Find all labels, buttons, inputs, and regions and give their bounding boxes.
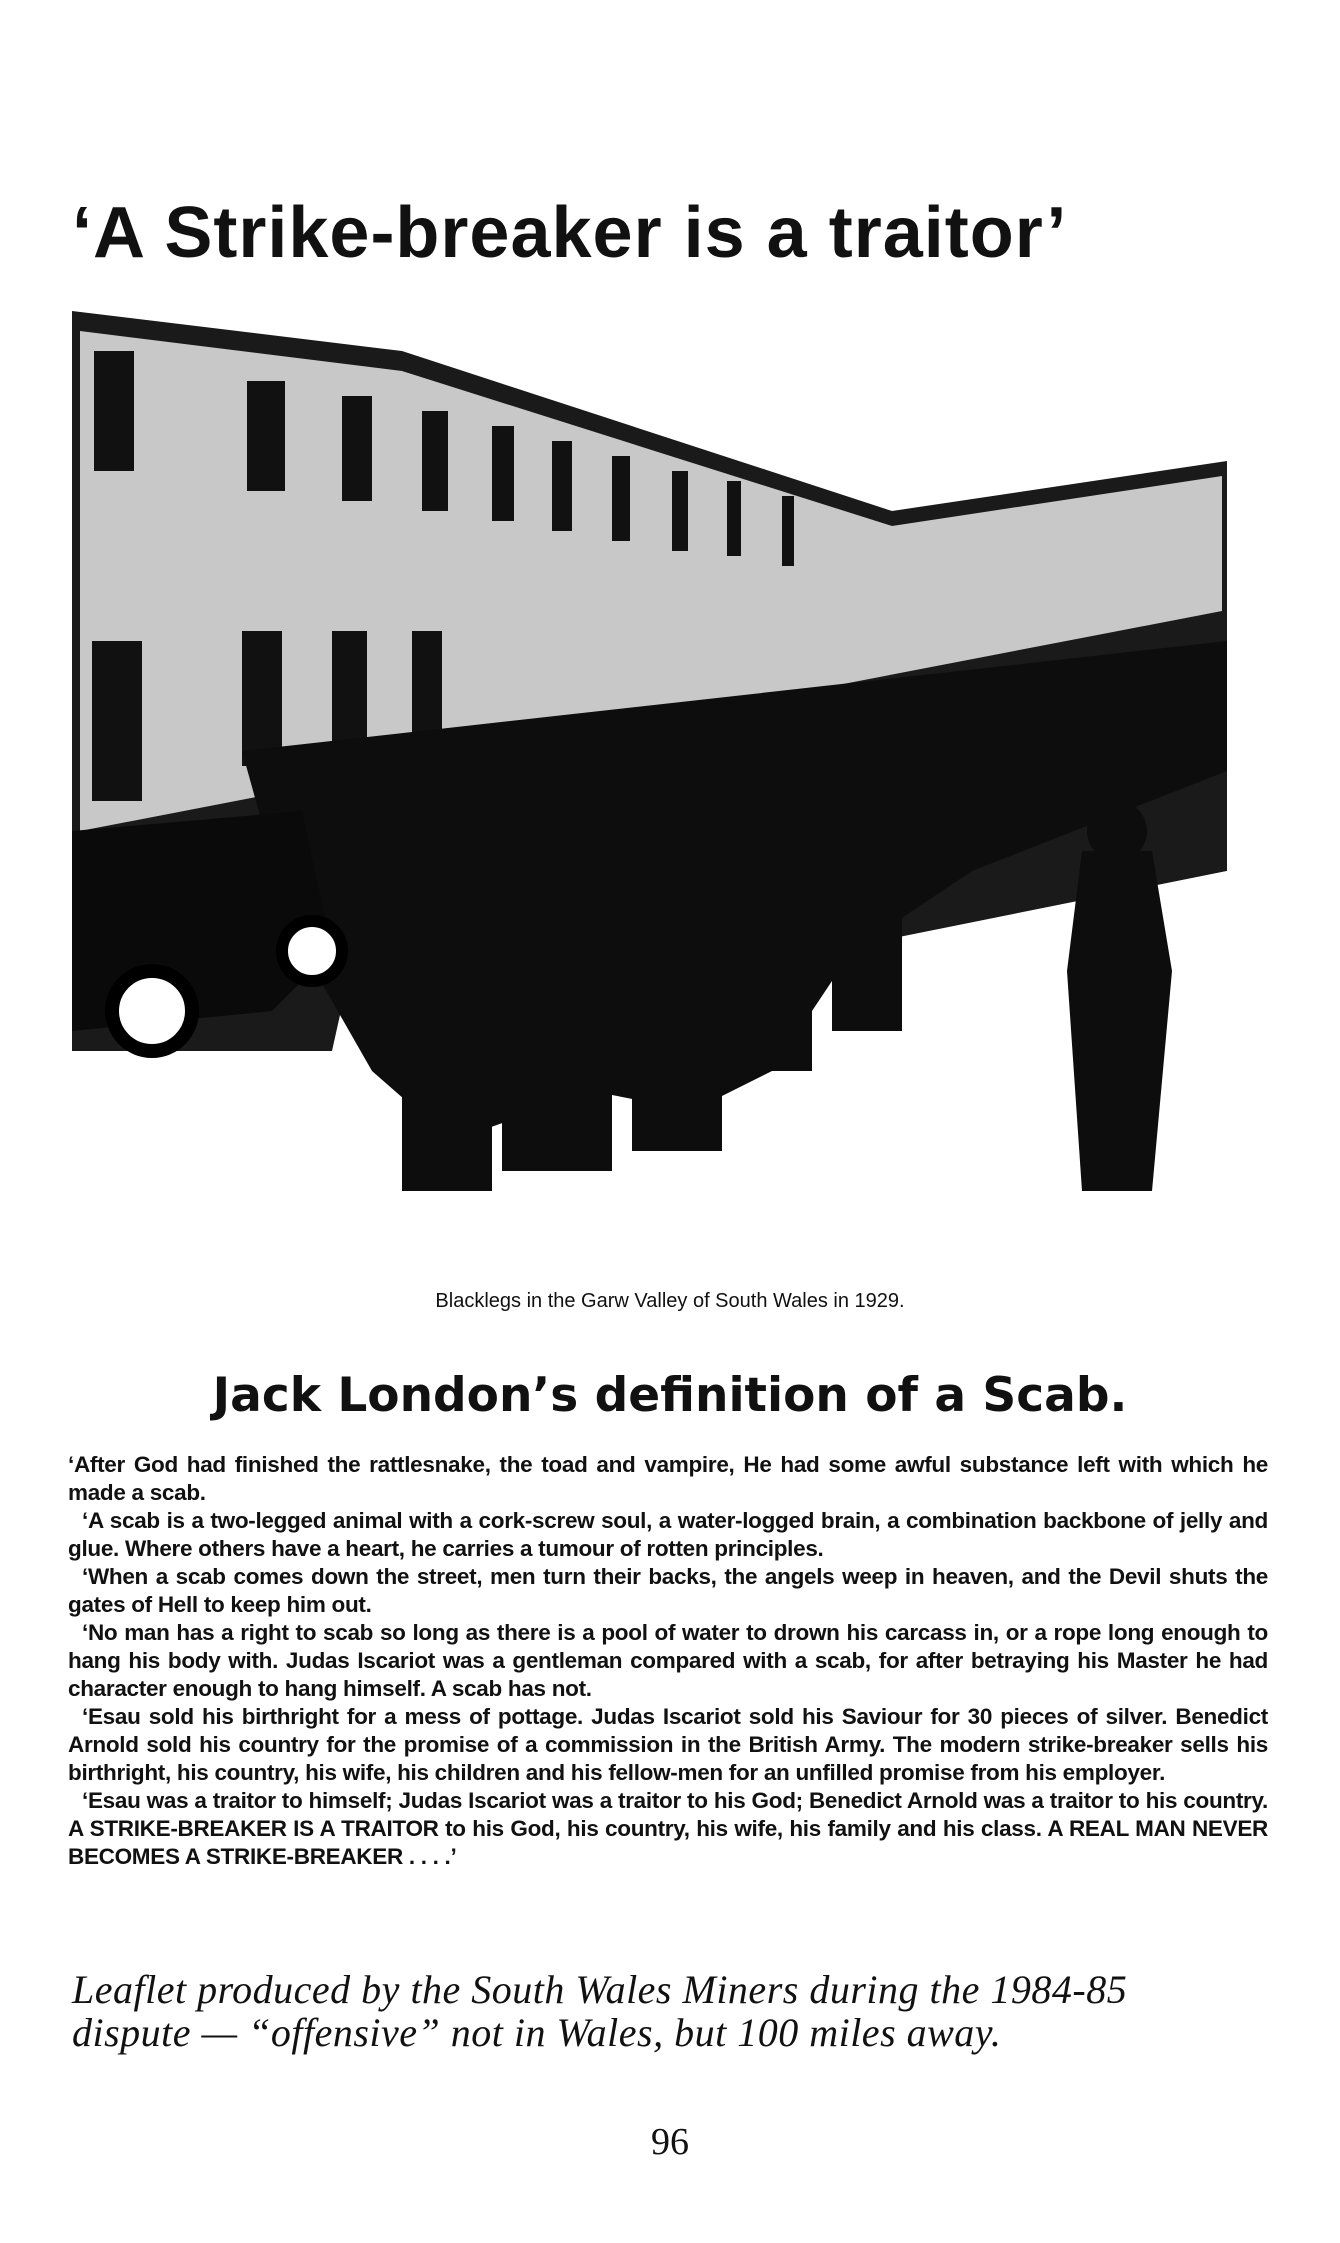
- page-title: ‘A Strike-breaker is a traitor’: [72, 193, 1068, 273]
- photo-blacklegs-garw-valley: [72, 311, 1227, 1276]
- editorial-note: Leaflet produced by the South Wales Miners during the 1984-85 dispute — “offensive” not in Wales, but 100 miles away.: [72, 1967, 1128, 2055]
- paragraph: ‘Esau was a traitor to himself; Judas Iscariot was a traitor to his God; Benedict Arnold was a traitor to his country. A STRIKE-BREAKER IS A TRAITOR to his God, his country, his wife, his family and his class. A REAL MAN NEVER BECOMES A STRIKE-BREAKER . . . .’: [68, 1788, 1268, 1869]
- page-number: 96: [651, 2121, 689, 2163]
- quotation-body: [68, 1451, 1268, 1871]
- section-heading: Jack London’s definition of a Scab.: [212, 1368, 1128, 1423]
- paragraph: ‘No man has a right to scab so long as there is a pool of water to drown his carcass in, or a rope long enough to hang his body with. Judas Iscariot was a gentleman compared with a scab, for after betraying his Master he had character enough to hang himself. A scab has not.: [68, 1620, 1268, 1701]
- paragraph: ‘A scab is a two-legged animal with a cork-screw soul, a water-logged brain, a combination backbone of jelly and glue. Where others have a heart, he carries a tumour of rotten principles.: [68, 1508, 1268, 1561]
- paragraph: ‘When a scab comes down the street, men turn their backs, the angels weep in heaven, and the Devil shuts the gates of Hell to keep him out.: [68, 1564, 1268, 1617]
- paragraph: ‘After God had finished the rattlesnake, the toad and vampire, He had some awful substance left with which he made a scab.: [68, 1452, 1268, 1505]
- paragraph: ‘Esau sold his birthright for a mess of pottage. Judas Iscariot sold his Saviour for 30 pieces of silver. Benedict Arnold sold his country for the promise of a commission in the British Army. The modern strike-breaker sells his birthright, his country, his wife, his children and his fellow-men for an unfilled promise from his employer.: [68, 1704, 1268, 1785]
- photo-caption: Blacklegs in the Garw Valley of South Wales in 1929.: [435, 1290, 905, 1312]
